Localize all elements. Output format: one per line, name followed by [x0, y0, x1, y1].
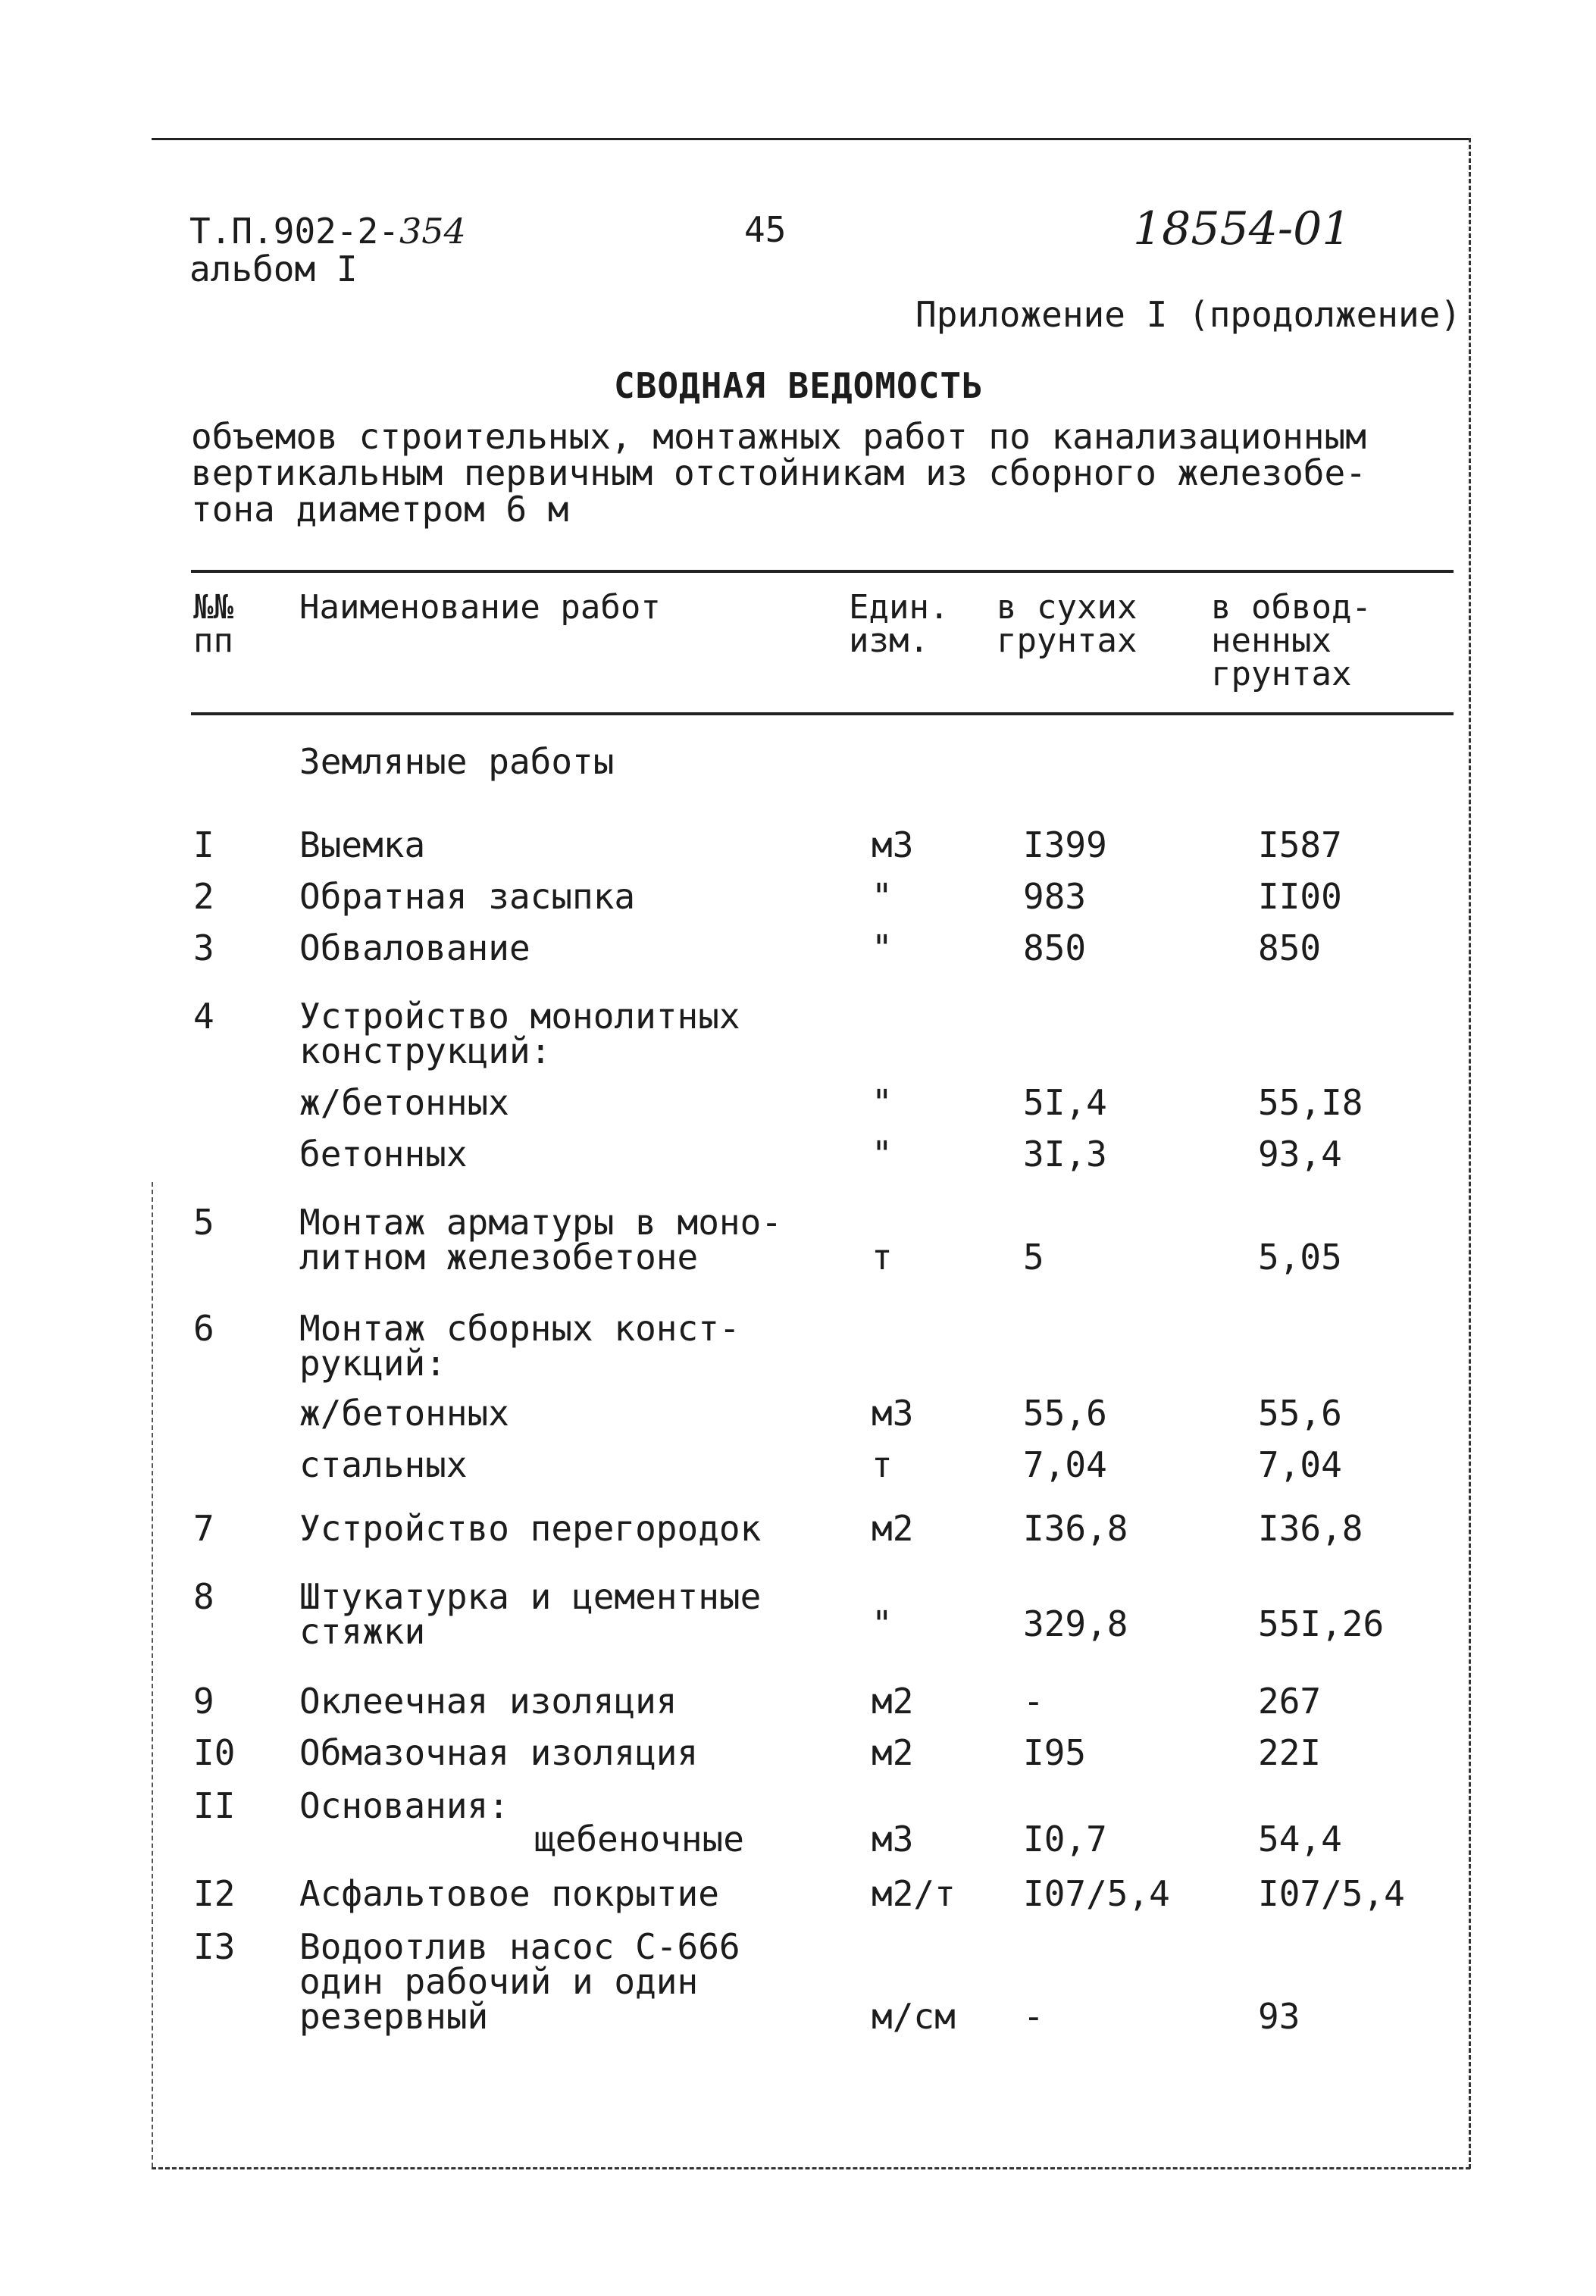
- row-unit: ": [872, 927, 893, 968]
- row-wet-value: 5,05: [1258, 1237, 1342, 1278]
- row-number: I2: [193, 1873, 236, 1914]
- page-frame-bottom: [152, 2167, 1470, 2169]
- row-dry-value: 983: [1023, 876, 1087, 917]
- row-wet-value: 93,4: [1258, 1134, 1342, 1175]
- document-description: [191, 416, 1449, 530]
- row-name: Обвалование: [299, 927, 530, 968]
- row-dry-value: 5: [1023, 1237, 1044, 1278]
- row-wet-value: I07/5,4: [1258, 1873, 1405, 1914]
- document-code: Т.П.902-2-354: [189, 211, 466, 252]
- row-unit: м2: [872, 1732, 914, 1773]
- row-unit: м3: [872, 824, 914, 865]
- page-number: 45: [744, 209, 787, 250]
- row-unit: м2: [872, 1681, 914, 1722]
- row-unit: м2: [872, 1508, 914, 1549]
- row-wet-value: 93: [1258, 1996, 1300, 2037]
- row-dry-value: -: [1023, 1996, 1044, 2037]
- row-number: 9: [193, 1681, 214, 1722]
- row-wet-value: 7,04: [1258, 1444, 1342, 1485]
- row-name: Обратная засыпка: [299, 876, 636, 917]
- row-dry-value: I0,7: [1023, 1819, 1107, 1860]
- header-unit: Един. изм.: [849, 588, 950, 660]
- row-name: Устройство перегородок: [299, 1508, 762, 1549]
- row-number: 7: [193, 1508, 214, 1549]
- section-title: Земляные работы: [299, 741, 615, 782]
- row-wet-value: 55I,26: [1258, 1603, 1385, 1644]
- row-name: Монтаж арматуры в моно-: [299, 1202, 782, 1243]
- row-name: Оклеечная изоляция: [299, 1681, 678, 1722]
- row-number: I3: [193, 1926, 236, 1967]
- row-wet-value: I587: [1258, 824, 1342, 865]
- row-wet-value: 55,6: [1258, 1393, 1342, 1434]
- appendix-label: Приложение I (продолжение): [915, 294, 1462, 335]
- row-name: бетонных: [299, 1134, 468, 1175]
- header-dry: в сухих грунтах: [997, 588, 1138, 660]
- row-unit: м/см: [872, 1996, 956, 2037]
- row-wet-value: 54,4: [1258, 1819, 1342, 1860]
- row-unit: м2/т: [872, 1873, 956, 1914]
- row-unit: т: [872, 1444, 893, 1485]
- header-bottom-rule: [191, 712, 1454, 715]
- row-name: ж/бетонных: [299, 1082, 509, 1123]
- row-name: Выемка: [299, 824, 426, 865]
- header-name: Наименование работ: [299, 588, 661, 627]
- row-name: стальных: [299, 1444, 468, 1485]
- row-number: 4: [193, 996, 214, 1037]
- row-unit: ": [872, 1603, 893, 1644]
- row-number: I: [193, 824, 214, 865]
- page-frame-right: [1469, 138, 1471, 2169]
- row-dry-value: 3I,3: [1023, 1134, 1107, 1175]
- row-wet-value: II00: [1258, 876, 1342, 917]
- row-dry-value: 329,8: [1023, 1603, 1128, 1644]
- row-number: 6: [193, 1308, 214, 1349]
- page-frame-top: [152, 138, 1470, 140]
- row-name: Монтаж сборных конст-: [299, 1308, 740, 1349]
- row-name: щебеночные: [534, 1819, 744, 1860]
- row-dry-value: 850: [1023, 927, 1087, 968]
- row-name: Водоотлив насос С-666: [299, 1926, 740, 1967]
- row-dry-value: 5I,4: [1023, 1082, 1107, 1123]
- description-line: вертикальным первичным отстойникам из сборного железобе-: [191, 452, 1366, 493]
- row-name-continued: литном железобетоне: [299, 1237, 699, 1278]
- row-dry-value: I95: [1023, 1732, 1087, 1773]
- row-unit: ": [872, 1082, 893, 1123]
- page-frame-left: [152, 1182, 153, 2167]
- row-wet-value: 55,I8: [1258, 1082, 1363, 1123]
- row-dry-value: -: [1023, 1681, 1044, 1722]
- row-number: II: [193, 1785, 236, 1826]
- album-label: альбом I: [189, 249, 358, 289]
- row-name: Штукатурка и цементные: [299, 1576, 762, 1617]
- row-name: Основания:: [299, 1785, 509, 1826]
- document-title: СВОДНАЯ ВЕДОМОСТЬ: [614, 365, 984, 406]
- row-name: Асфальтовое покрытие: [299, 1873, 719, 1914]
- row-name-continued: резервный: [299, 1996, 489, 2037]
- row-wet-value: 22I: [1258, 1732, 1322, 1773]
- row-dry-value: 55,6: [1023, 1393, 1107, 1434]
- row-unit: м3: [872, 1393, 914, 1434]
- row-name-continued: один рабочий и один: [299, 1961, 699, 2002]
- row-unit: т: [872, 1237, 893, 1278]
- row-name: Устройство монолитных: [299, 996, 740, 1037]
- row-unit: ": [872, 1134, 893, 1175]
- row-name-continued: рукций:: [299, 1343, 446, 1384]
- row-name-continued: стяжки: [299, 1611, 426, 1652]
- row-wet-value: 850: [1258, 927, 1322, 968]
- table-top-rule: [191, 570, 1454, 573]
- row-name: Обмазочная изоляция: [299, 1732, 699, 1773]
- row-dry-value: I07/5,4: [1023, 1873, 1170, 1914]
- header-no: №№ пп: [193, 588, 233, 660]
- row-number: 5: [193, 1202, 214, 1243]
- row-unit: м3: [872, 1819, 914, 1860]
- description-line: объемов строительных, монтажных работ по канализационным: [191, 416, 1366, 457]
- row-dry-value: I36,8: [1023, 1508, 1128, 1549]
- row-wet-value: I36,8: [1258, 1508, 1363, 1549]
- row-number: 2: [193, 876, 214, 917]
- row-number: I0: [193, 1732, 236, 1773]
- row-name: ж/бетонных: [299, 1393, 509, 1434]
- row-number: 3: [193, 927, 214, 968]
- row-dry-value: I399: [1023, 824, 1107, 865]
- inventory-number: 18554-01: [1133, 202, 1351, 255]
- row-wet-value: 267: [1258, 1681, 1322, 1722]
- row-name-continued: конструкций:: [299, 1031, 552, 1071]
- description-line: тона диаметром 6 м: [191, 489, 569, 530]
- row-number: 8: [193, 1576, 214, 1617]
- header-wet: в обвод- ненных грунтах: [1211, 588, 1372, 693]
- row-dry-value: 7,04: [1023, 1444, 1107, 1485]
- row-unit: ": [872, 876, 893, 917]
